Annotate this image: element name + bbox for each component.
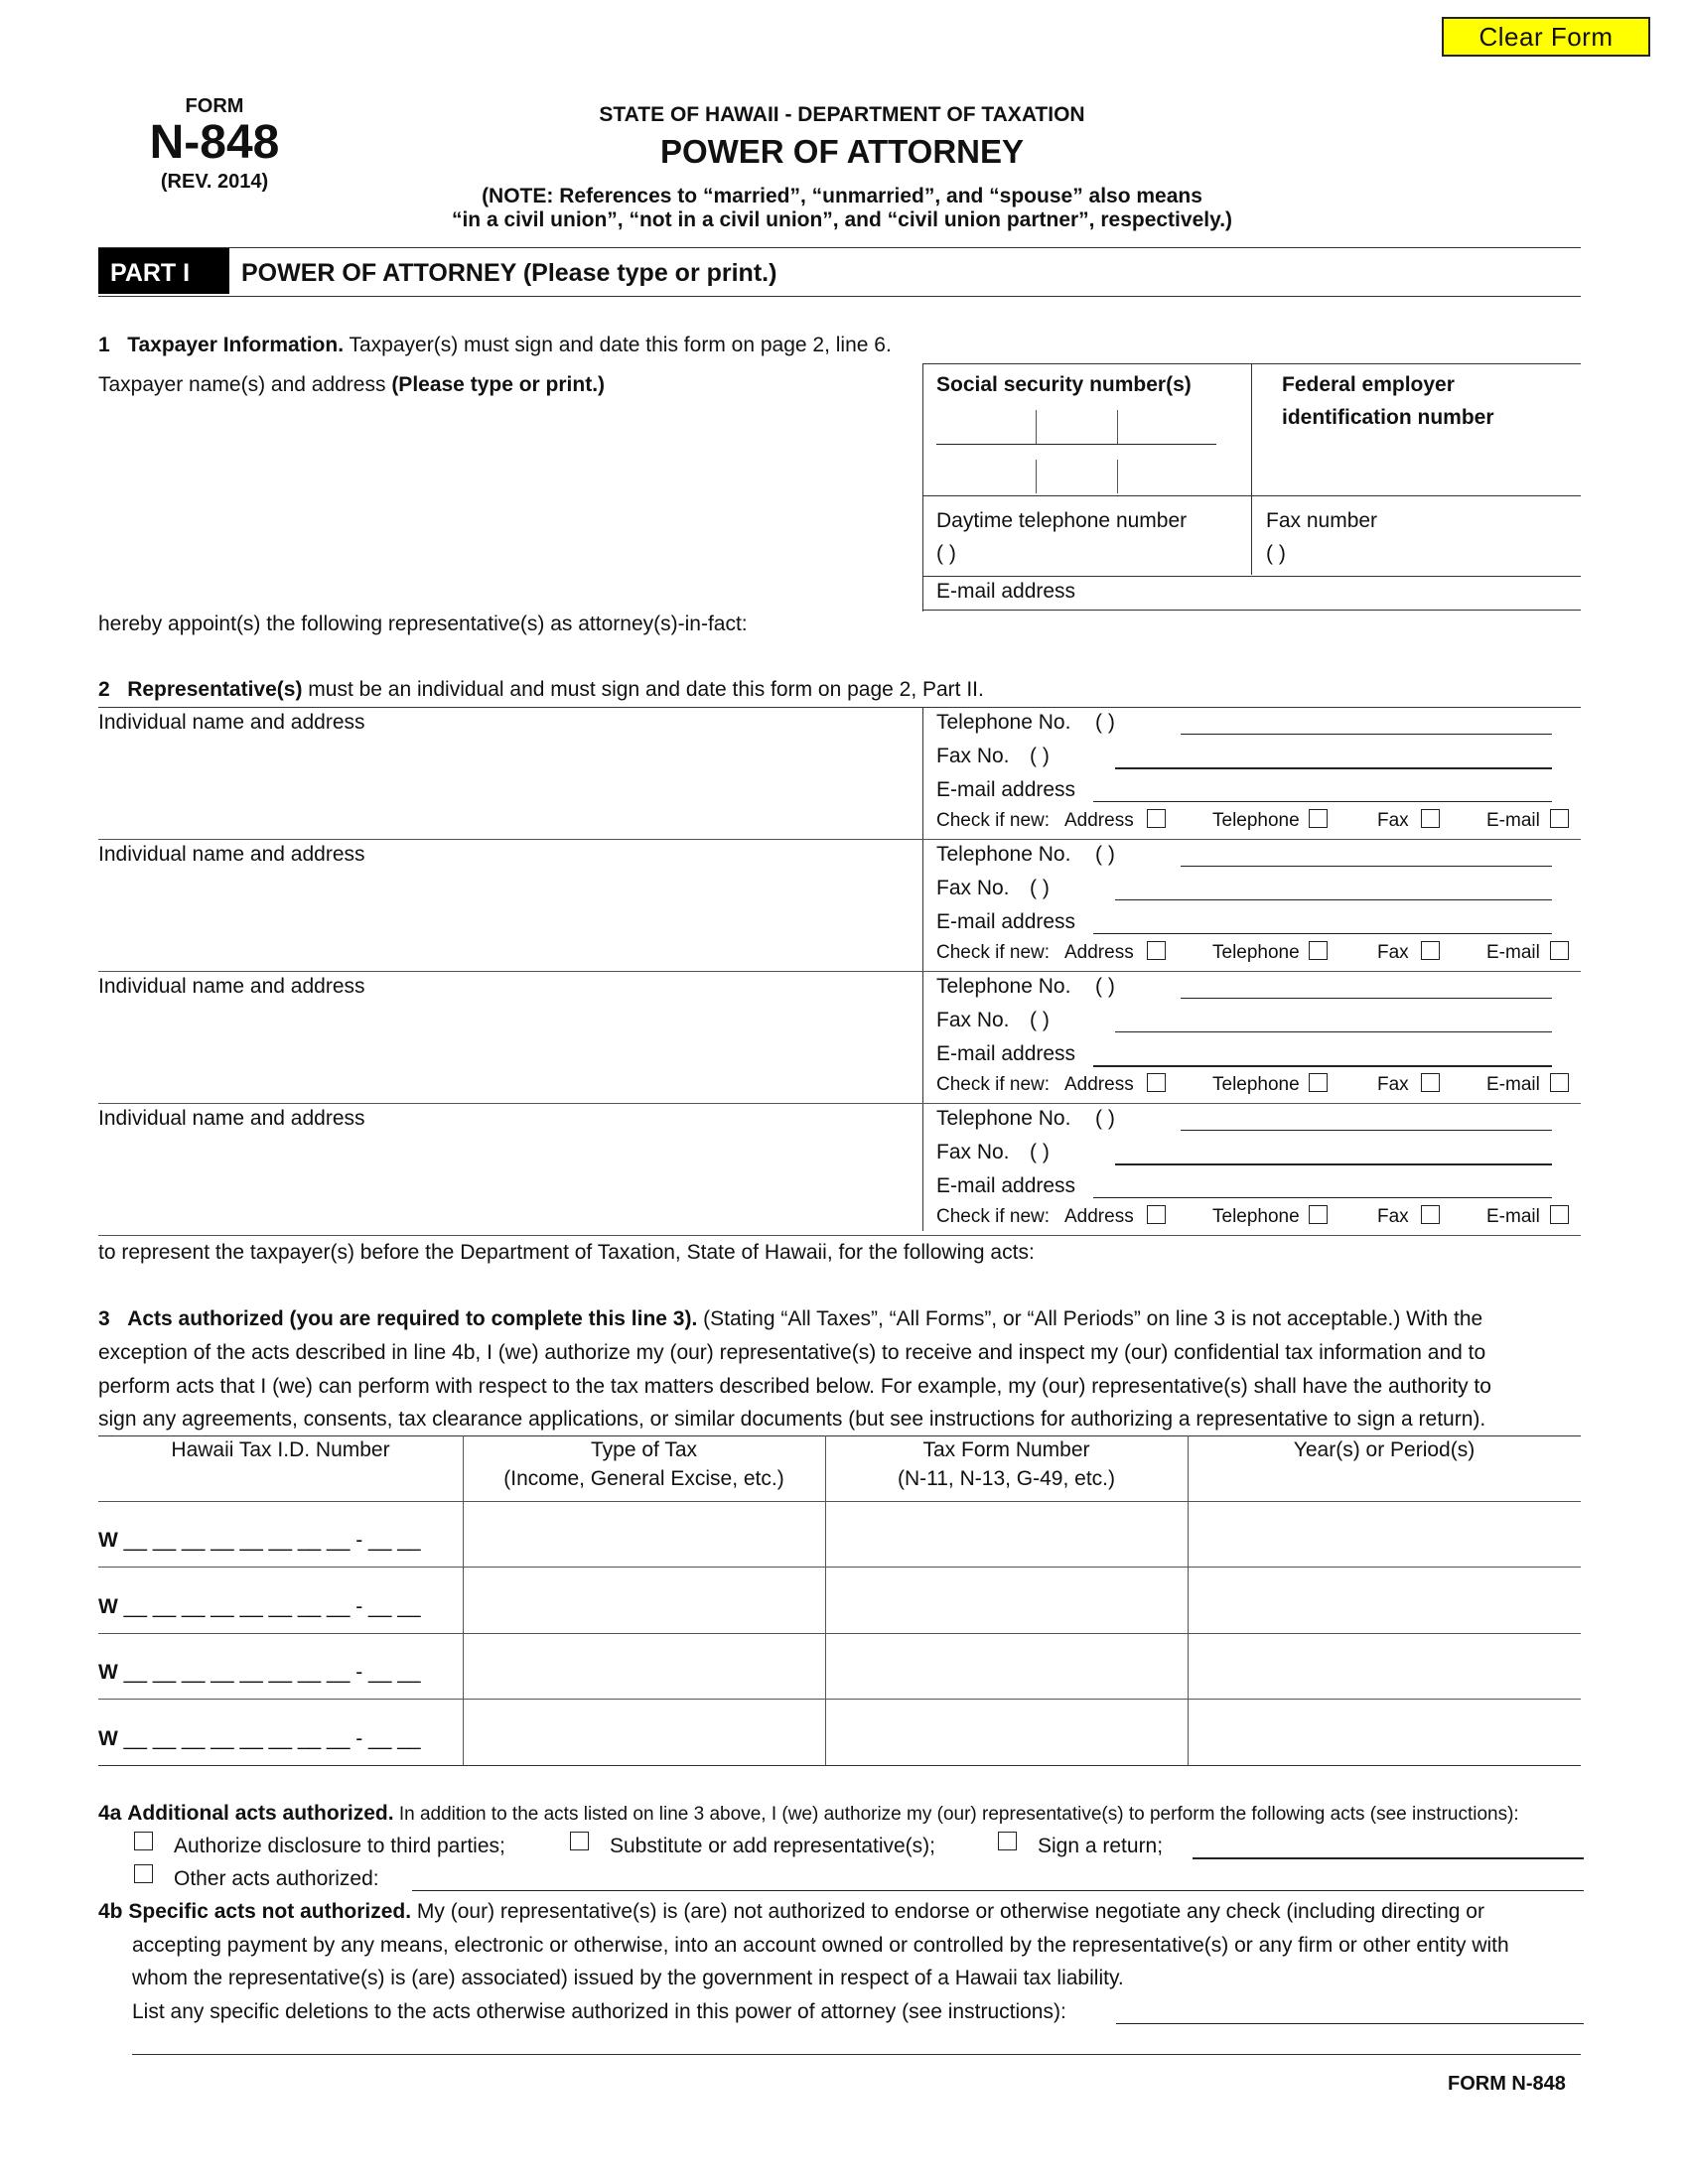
rep-tel-label: Telephone No. [936, 975, 1071, 998]
civil-union-note-2: “in a civil union”, “not in a civil union”, and “civil union partner”, respectively.) [451, 208, 1233, 231]
rep-name-label: Individual name and address [98, 843, 365, 866]
other-acts-input[interactable] [412, 1890, 1584, 1891]
check-telephone-label: Telephone [1212, 1206, 1300, 1227]
w-prefix: W [98, 1595, 118, 1618]
check-fax-checkbox[interactable] [1421, 1205, 1440, 1224]
rep-name-input[interactable] [98, 1133, 918, 1228]
divider [98, 1699, 1581, 1700]
appoint-text: hereby appoint(s) the following representative(s) as attorney(s)-in-fact: [98, 613, 748, 635]
check-if-new-label: Check if new: [936, 1206, 1051, 1227]
divider [922, 610, 1581, 611]
tax-id-row[interactable] [98, 1727, 421, 1751]
line2-heading [98, 678, 984, 702]
divider [98, 1235, 1581, 1236]
rep-fax-input[interactable] [1115, 767, 1552, 769]
check-telephone-label: Telephone [1212, 942, 1300, 963]
divider [922, 495, 1581, 496]
rep-email-label: E-mail address [936, 910, 1076, 933]
rep-email-input[interactable] [1093, 1197, 1552, 1198]
footer-form-number: FORM N-848 [1448, 2073, 1566, 2095]
line4a-heading [98, 1802, 1519, 1826]
rep-tel-label: Telephone No. [936, 1107, 1071, 1130]
taxpayer-name-field[interactable] [98, 399, 918, 608]
line3-title: Acts authorized (you are required to complete this line 3). [127, 1307, 698, 1330]
line2-title: Representative(s) [127, 678, 303, 701]
line3-text-3: perform acts that I (we) can perform with respect to the tax matters described below. For example, my (our) representative(s) shall have the authority to [98, 1375, 1491, 1398]
divider [98, 1501, 1581, 1502]
check-telephone-checkbox[interactable] [1309, 1073, 1328, 1092]
divider [98, 1567, 1581, 1568]
rep-fax-paren: ( ) [1030, 877, 1050, 899]
column-header-type-of-tax: Type of Tax [590, 1438, 697, 1461]
check-if-new-label: Check if new: [936, 810, 1051, 831]
line-number: 4a [98, 1802, 122, 1825]
tax-id-blanks: __ __ __ __ __ __ __ __ - __ __ [123, 1661, 421, 1684]
divider [98, 971, 1581, 972]
check-address-label: Address [1064, 810, 1134, 831]
deletions-input-line[interactable] [132, 2054, 1581, 2055]
column-header-tax-id: Hawaii Tax I.D. Number [171, 1438, 390, 1461]
form-number: N-848 [149, 116, 280, 169]
page-title: POWER OF ATTORNEY [659, 133, 1025, 170]
divider [922, 576, 1581, 577]
line-number: 1 [98, 334, 110, 356]
part-tag-label: PART I [110, 259, 191, 287]
check-address-checkbox[interactable] [1147, 941, 1166, 960]
rep-fax-label: Fax No. [936, 1141, 1010, 1163]
name-label: Taxpayer name(s) and address [98, 373, 392, 396]
clear-form-button[interactable]: Clear Form [1442, 17, 1650, 57]
fax-number-input[interactable] [1266, 536, 1574, 570]
represent-text: to represent the taxpayer(s) before the Department of Taxation, State of Hawaii, for the following acts: [98, 1241, 1035, 1264]
tax-id-row[interactable] [98, 1595, 421, 1619]
rep-name-input[interactable] [98, 737, 918, 832]
rep-tel-input[interactable] [1181, 734, 1552, 735]
rep-email-input[interactable] [1093, 1065, 1552, 1067]
civil-union-note: (NOTE: References to “married”, “unmarried”, and “spouse” also means [482, 185, 1202, 207]
divider [98, 1765, 1581, 1766]
rep-tel-input[interactable] [1181, 1130, 1552, 1131]
check-fax-checkbox[interactable] [1421, 941, 1440, 960]
form-label: FORM [185, 95, 244, 117]
form-revision: (REV. 2014) [160, 171, 269, 193]
w-prefix: W [98, 1529, 118, 1552]
rep-name-input[interactable] [98, 869, 918, 964]
check-telephone-label: Telephone [1212, 810, 1300, 831]
check-telephone-checkbox[interactable] [1309, 941, 1328, 960]
rep-name-input[interactable] [98, 1001, 918, 1096]
daytime-phone-label: Daytime telephone number [936, 509, 1188, 532]
rep-fax-label: Fax No. [936, 1009, 1010, 1031]
rep-fax-paren: ( ) [1030, 745, 1050, 767]
sign-return-label: Sign a return; [1038, 1835, 1164, 1857]
column-header-form-number-note: (N-11, N-13, G-49, etc.) [897, 1467, 1115, 1490]
line4b-text-3: whom the representative(s) is (are) associated) issued by the government in respect of a Hawaii tax liability. [132, 1967, 1124, 1989]
w-prefix: W [98, 1727, 118, 1750]
check-address-label: Address [1064, 1074, 1134, 1095]
line3-text: (Stating “All Taxes”, “All Forms”, or “All Periods” on line 3 is not acceptable.) With the [697, 1307, 1483, 1330]
tax-id-blanks: __ __ __ __ __ __ __ __ - __ __ [123, 1727, 421, 1750]
sign-return-input[interactable] [1193, 1857, 1584, 1859]
line1-title: Taxpayer Information. [127, 334, 345, 356]
substitute-representative-checkbox[interactable] [570, 1832, 589, 1850]
taxpayer-name-label [98, 373, 605, 397]
divider [98, 1633, 1581, 1634]
check-fax-label: Fax [1377, 810, 1409, 831]
rep-tel-paren: ( ) [1095, 711, 1115, 734]
line4a-title: Additional acts authorized. [127, 1802, 394, 1825]
part-title: POWER OF ATTORNEY (Please type or print.) [241, 259, 777, 287]
rep-tel-paren: ( ) [1095, 1107, 1115, 1130]
rep-fax-label: Fax No. [936, 877, 1010, 899]
check-email-checkbox[interactable] [1550, 1073, 1569, 1092]
check-address-label: Address [1064, 942, 1134, 963]
check-telephone-label: Telephone [1212, 1074, 1300, 1095]
email-input[interactable] [1092, 578, 1574, 610]
agency-name: STATE OF HAWAII - DEPARTMENT OF TAXATION [599, 103, 1085, 126]
authorize-disclosure-checkbox[interactable] [134, 1832, 153, 1850]
line4a-text: In addition to the acts listed on line 3 above, I (we) authorize my (our) representative(s) to perform the following acts (see instructions): [393, 1804, 1519, 1825]
check-email-label: E-mail [1486, 1206, 1540, 1227]
line2-text: must be an individual and must sign and date this form on page 2, Part II. [302, 678, 984, 701]
rep-email-input[interactable] [1093, 933, 1552, 934]
line1-text: Taxpayer(s) must sign and date this form on page 2, line 6. [344, 334, 892, 356]
check-fax-label: Fax [1377, 1074, 1409, 1095]
rep-name-label: Individual name and address [98, 1107, 365, 1130]
check-address-label: Address [1064, 1206, 1134, 1227]
tax-id-row[interactable] [98, 1529, 421, 1553]
check-telephone-checkbox[interactable] [1309, 809, 1328, 828]
rep-tel-input[interactable] [1181, 998, 1552, 999]
divider [1188, 1435, 1189, 1765]
email-label: E-mail address [936, 580, 1076, 603]
check-address-checkbox[interactable] [1147, 809, 1166, 828]
check-address-checkbox[interactable] [1147, 1205, 1166, 1224]
check-fax-checkbox[interactable] [1421, 1073, 1440, 1092]
rep-email-label: E-mail address [936, 778, 1076, 801]
check-telephone-checkbox[interactable] [1309, 1205, 1328, 1224]
fax-number-label: Fax number [1266, 509, 1378, 532]
line-number: 4b [98, 1900, 123, 1923]
divider [922, 707, 923, 1231]
check-fax-label: Fax [1377, 1206, 1409, 1227]
check-email-label: E-mail [1486, 1074, 1540, 1095]
other-acts-label: Other acts authorized: [174, 1867, 379, 1890]
fein-label: Federal employer [1282, 373, 1455, 396]
name-label-note: (Please type or print.) [391, 373, 606, 396]
authorize-disclosure-label: Authorize disclosure to third parties; [174, 1835, 505, 1857]
rep-name-label: Individual name and address [98, 975, 365, 998]
check-email-checkbox[interactable] [1550, 809, 1569, 828]
daytime-phone-paren: ( ) [936, 542, 956, 565]
line4b-text: My (our) representative(s) is (are) not authorized to endorse or otherwise negotiate any check (including directing or [411, 1900, 1484, 1923]
column-header-form-number: Tax Form Number [922, 1438, 1090, 1461]
check-email-checkbox[interactable] [1550, 941, 1569, 960]
column-header-periods: Year(s) or Period(s) [1293, 1438, 1476, 1461]
divider [98, 247, 1581, 248]
divider [98, 1103, 1581, 1104]
check-address-checkbox[interactable] [1147, 1073, 1166, 1092]
line4b-title: Specific acts not authorized. [128, 1900, 412, 1923]
other-acts-checkbox[interactable] [134, 1864, 153, 1883]
column-header-type-of-tax-note: (Income, General Excise, etc.) [503, 1467, 784, 1490]
deletions-input[interactable] [1116, 2023, 1584, 2024]
check-email-label: E-mail [1486, 810, 1540, 831]
ssn-input-1[interactable] [936, 407, 1216, 445]
divider [98, 1435, 1581, 1436]
divider [98, 707, 1581, 708]
check-email-checkbox[interactable] [1550, 1205, 1569, 1224]
tax-id-row[interactable] [98, 1661, 421, 1685]
rep-fax-input[interactable] [1115, 899, 1552, 900]
w-prefix: W [98, 1661, 118, 1684]
check-fax-label: Fax [1377, 942, 1409, 963]
divider [922, 363, 923, 612]
rep-email-label: E-mail address [936, 1042, 1076, 1065]
line3-text-4: sign any agreements, consents, tax clearance applications, or similar documents (but see instructions for authorizing a representative to sign a return). [98, 1408, 1486, 1431]
fein-label-2: identification number [1282, 406, 1494, 429]
fax-number-paren: ( ) [1266, 542, 1286, 565]
check-if-new-label: Check if new: [936, 1074, 1051, 1095]
line-number: 2 [98, 678, 110, 701]
divider [98, 839, 1581, 840]
rep-tel-paren: ( ) [1095, 843, 1115, 866]
rep-fax-input[interactable] [1115, 1163, 1552, 1165]
rep-name-label: Individual name and address [98, 711, 365, 734]
divider [1251, 363, 1252, 575]
line4b-heading [98, 1900, 1484, 1924]
rep-fax-input[interactable] [1115, 1031, 1552, 1032]
daytime-phone-input[interactable] [936, 536, 1244, 570]
rep-tel-label: Telephone No. [936, 711, 1071, 734]
rep-tel-input[interactable] [1181, 866, 1552, 867]
line-number: 3 [98, 1307, 110, 1330]
rep-tel-label: Telephone No. [936, 843, 1071, 866]
line3-heading [98, 1307, 1482, 1331]
sign-return-checkbox[interactable] [998, 1832, 1017, 1850]
rep-fax-paren: ( ) [1030, 1141, 1050, 1163]
rep-fax-label: Fax No. [936, 745, 1010, 767]
divider [98, 296, 1581, 297]
line4b-text-4: List any specific deletions to the acts otherwise authorized in this power of attorney (see instructions): [132, 2000, 1066, 2023]
tax-id-blanks: __ __ __ __ __ __ __ __ - __ __ [123, 1595, 421, 1618]
tax-id-blanks: __ __ __ __ __ __ __ __ - __ __ [123, 1529, 421, 1552]
check-if-new-label: Check if new: [936, 942, 1051, 963]
rep-fax-paren: ( ) [1030, 1009, 1050, 1031]
ssn-input-2[interactable] [936, 457, 1216, 494]
rep-email-input[interactable] [1093, 801, 1552, 802]
check-fax-checkbox[interactable] [1421, 809, 1440, 828]
ssn-label: Social security number(s) [936, 373, 1192, 396]
rep-tel-paren: ( ) [1095, 975, 1115, 998]
line3-text-2: exception of the acts described in line 4b, I (we) authorize my (our) representative(s) to receive and inspect my (our) confidential tax information and to [98, 1341, 1486, 1364]
rep-email-label: E-mail address [936, 1174, 1076, 1197]
line1-heading [98, 334, 892, 357]
line4b-text-2: accepting payment by any means, electronic or otherwise, into an account owned or controlled by the representative(s) or any firm or other entity with [132, 1934, 1509, 1957]
substitute-representative-label: Substitute or add representative(s); [610, 1835, 936, 1857]
check-email-label: E-mail [1486, 942, 1540, 963]
